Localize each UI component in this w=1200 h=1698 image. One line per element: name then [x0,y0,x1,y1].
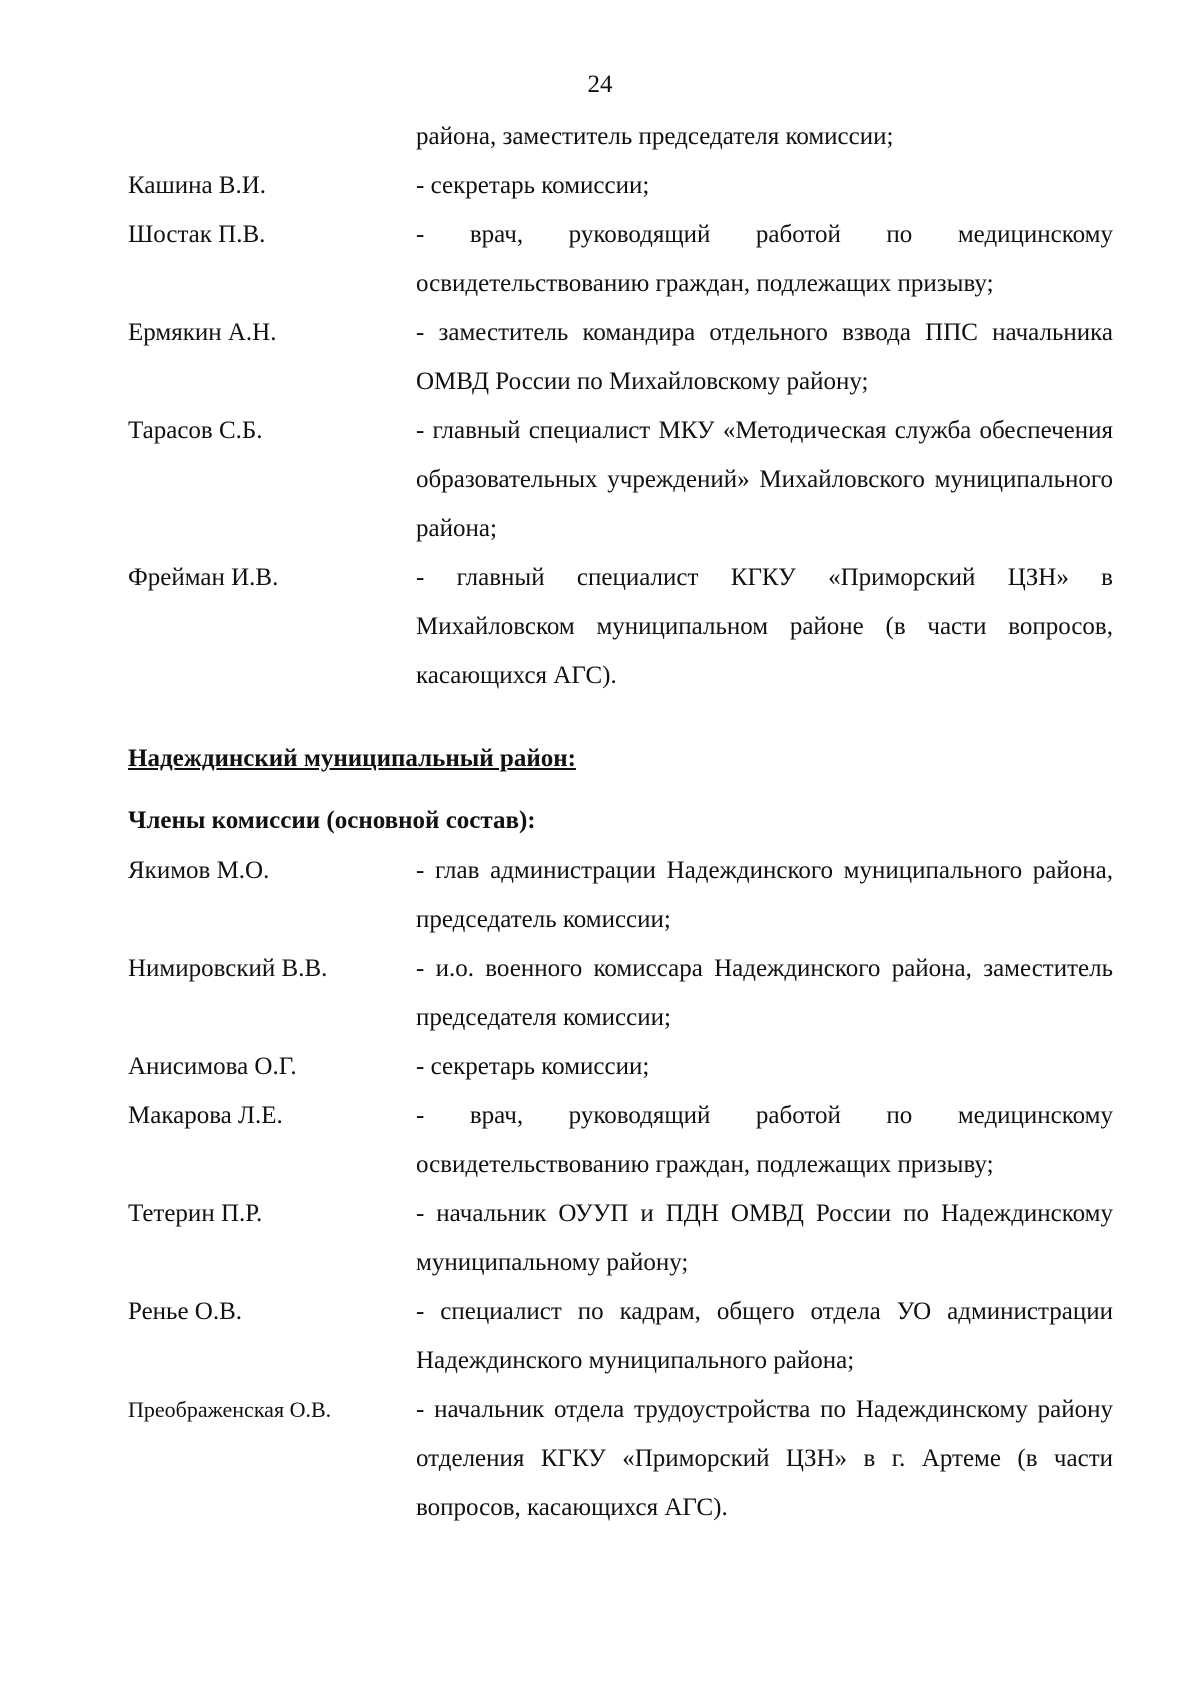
member-name: Ермякин А.Н. [128,319,277,346]
member-name: Макарова Л.Е. [128,1102,283,1129]
member-row [128,308,1113,406]
member-role: - главный специалист МКУ «Методическая служба обеспечения образовательных учреждений» Михайловского муниципального района; [416,417,1113,542]
member-role: - главный специалист КГКУ «Приморский ЦЗН» в Михайловском муниципальном районе (в части вопросов, касающихся АГС). [416,564,1113,689]
member-role: - и.о. военного комиссара Надеждинского района, заместитель председателя комиссии; [416,955,1113,1031]
member-name: Кашина В.И. [128,172,267,199]
member-role: - секретарь комиссии; [416,1053,650,1080]
member-row [128,846,1113,944]
member-row [128,1385,1113,1532]
member-row [128,406,1113,553]
member-row [128,1189,1113,1287]
member-name: Якимов М.О. [128,857,270,884]
member-role: - врач, руководящий работой по медицинскому освидетельствованию граждан, подлежащих призыву; [416,221,1113,297]
continuation-row [128,112,1113,161]
member-row [128,1042,1113,1091]
document-body [128,112,1113,1532]
member-role: - секретарь комиссии; [416,172,650,199]
member-row [128,553,1113,700]
section-members-list [128,846,1113,1532]
member-role: - заместитель командира отдельного взвода ППС начальника ОМВД России по Михайловскому району; [416,319,1113,395]
section-spacer [128,700,1113,734]
continuation-text: района, заместитель председателя комиссии; [416,123,894,150]
member-role: - врач, руководящий работой по медицинскому освидетельствованию граждан, подлежащих призыву; [416,1102,1113,1178]
member-role: - начальник отдела трудоустройства по Надеждинскому району отделения КГКУ «Приморский ЦЗН» в г. Артеме (в части вопросов, касающихся АГС). [416,1396,1113,1521]
member-row [128,210,1113,308]
member-role: - специалист по кадрам, общего отдела УО администрации Надеждинского муниципального района; [416,1298,1113,1374]
section-subheading: Члены комиссии (основной состав): [128,807,536,834]
member-row [128,944,1113,1042]
member-row [128,161,1113,210]
member-role: - глав администрации Надеждинского муниципального района, председатель комиссии; [416,857,1113,933]
member-row [128,1091,1113,1189]
section-heading: Надеждинский муниципальный район: [128,745,576,772]
member-name: Фрейман И.В. [128,564,279,591]
member-name: Тетерин П.Р. [128,1200,263,1227]
member-name: Ренье О.В. [128,1298,243,1325]
member-name: Анисимова О.Г. [128,1053,297,1080]
member-row [128,1287,1113,1385]
member-name: Нимировский В.В. [128,955,328,982]
members-top-list [128,161,1113,700]
member-name: Шостак П.В. [128,221,266,248]
member-name: Преображенская О.В. [128,1397,332,1422]
page-number: 24 [587,71,613,98]
member-role: - начальник ОУУП и ПДН ОМВД России по Надеждинскому муниципальному району; [416,1200,1113,1276]
member-name: Тарасов С.Б. [128,417,263,444]
